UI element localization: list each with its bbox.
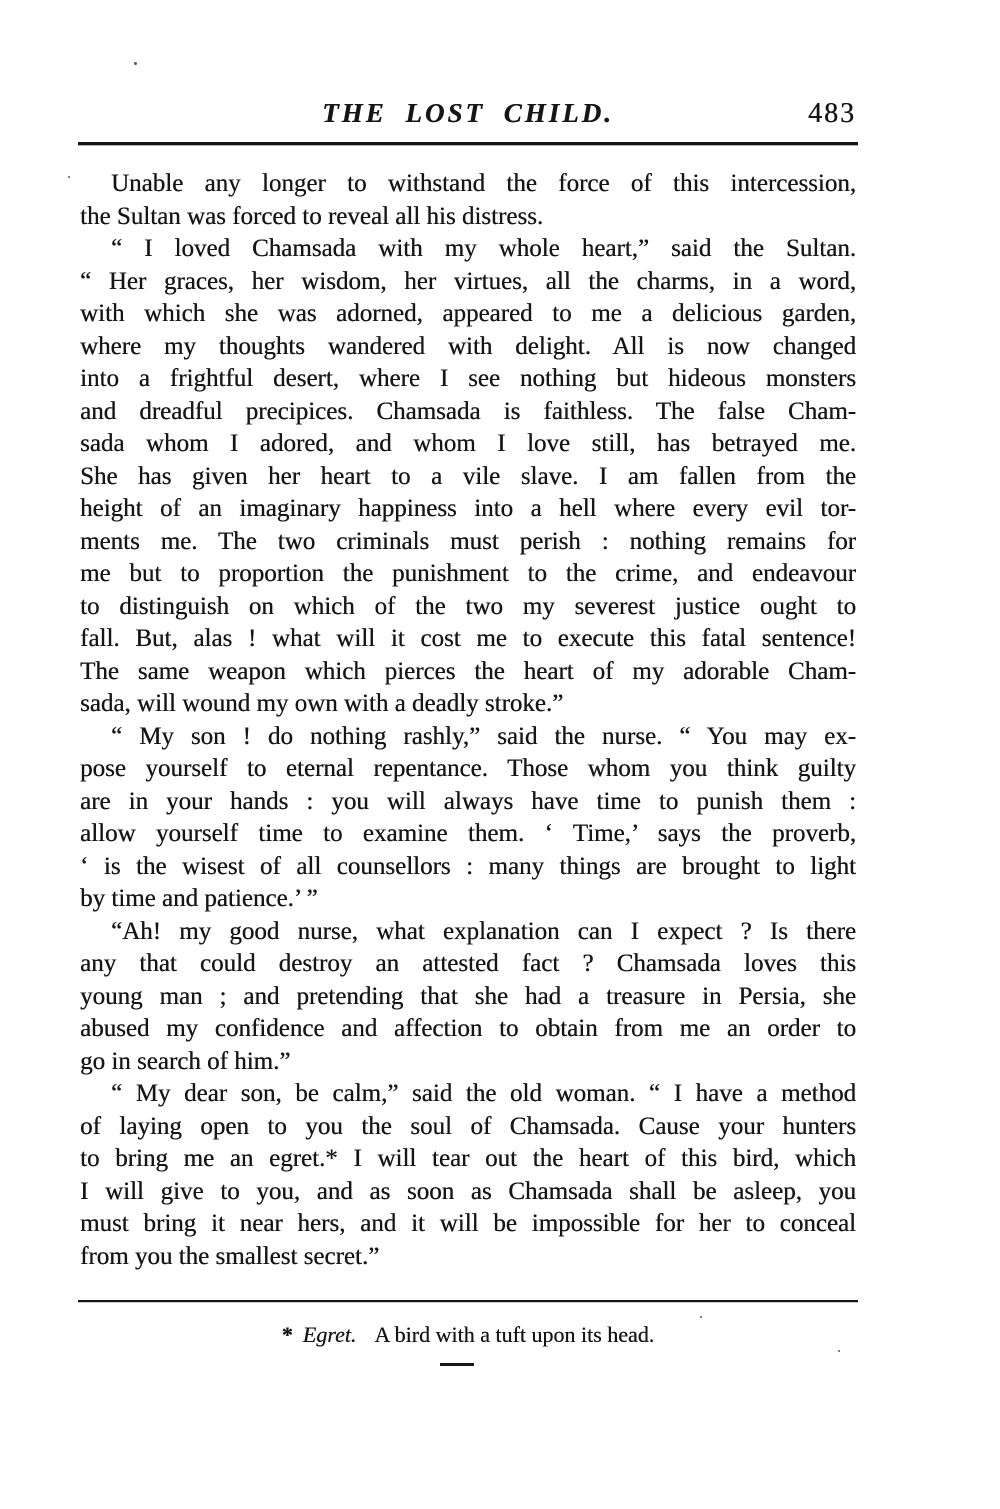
text-line: of laying open to you the soul of Chamsada. Cause your hunters: [80, 1112, 856, 1140]
text-line: “ I loved Chamsada with my whole heart,” said the Sultan.: [111, 235, 856, 262]
text-line: any that could destroy an attested fact ? Chamsada loves this: [80, 950, 856, 977]
page-title: THE LOST CHILD.: [322, 98, 614, 128]
text-line: I will give to you, and as soon as Chamsada shall be asleep, you: [80, 1177, 856, 1205]
text-line: to bring me an egret.* I will tear out the heart of this bird, which: [80, 1145, 856, 1172]
text-line: allow yourself time to examine them. ‘ Time,’ says the proverb,: [80, 820, 856, 847]
text-line: must bring it near hers, and it will be impossible for her to conceal: [80, 1210, 856, 1237]
text-line: “ Her graces, her wisdom, her virtues, all the charms, in a word,: [80, 267, 856, 295]
text-line: abused my confidence and affection to obtain from me an order to: [80, 1015, 856, 1042]
paragraph: [80, 1078, 856, 1273]
text-line: Unable any longer to withstand the force of this intercession,: [111, 170, 856, 197]
text-line: by time and patience.’ ”: [80, 885, 318, 912]
paragraph: [80, 721, 856, 916]
paragraph: [80, 233, 856, 721]
header-rule: [78, 142, 858, 145]
text-line: “Ah! my good nurse, what explanation can I expect ? Is there: [111, 917, 856, 945]
scan-speck: [838, 1350, 840, 1352]
text-line: sada, will wound my own with a deadly stroke.”: [80, 690, 564, 717]
scan-speck: [68, 176, 70, 178]
text-line: ments me. The two criminals must perish : nothing remains for: [80, 527, 856, 555]
footnote-marker: *: [281, 1322, 293, 1347]
page-number: 483: [808, 98, 856, 129]
text-line: the Sultan was forced to reveal all his distress.: [80, 202, 544, 230]
footnote: [80, 1320, 856, 1350]
text-line: with which she was adorned, appeared to me a delicious garden,: [80, 300, 856, 327]
text-line: me but to proportion the punishment to the crime, and endeavour: [80, 560, 856, 587]
text-line: where my thoughts wandered with delight. All is now changed: [80, 332, 856, 360]
text-line: to distinguish on which of the two my severest justice ought to: [80, 592, 856, 620]
text-line: The same weapon which pierces the heart of my adorable Cham-: [80, 657, 856, 685]
paragraph: [80, 916, 856, 1079]
text-line: into a frightful desert, where I see nothing but hideous monsters: [80, 365, 856, 392]
scan-speck: [134, 62, 137, 65]
paragraph: [80, 168, 856, 233]
text-line: “ My son ! do nothing rashly,” said the nurse. “ You may ex-: [111, 722, 856, 750]
footnote-term: Egret.: [302, 1322, 357, 1347]
text-line: fall. But, alas ! what will it cost me to execute this fatal sentence!: [80, 625, 856, 652]
text-line: “ My dear son, be calm,” said the old woman. “ I have a method: [111, 1080, 856, 1107]
end-dash: [440, 1363, 474, 1366]
footnote-rule: [78, 1300, 858, 1302]
text-line: She has given her heart to a vile slave. I am fallen from the: [80, 462, 856, 490]
text-line: ‘ is the wisest of all counsellors : many things are brought to light: [80, 852, 856, 880]
text-line: pose yourself to eternal repentance. Those whom you think guilty: [80, 755, 856, 782]
text-line: young man ; and pretending that she had a treasure in Persia, she: [80, 982, 856, 1010]
text-line: and dreadful precipices. Chamsada is faithless. The false Cham-: [80, 397, 856, 425]
text-line: sada whom I adored, and whom I love still, has betrayed me.: [80, 430, 856, 457]
text-line: are in your hands : you will always have time to punish them :: [80, 787, 856, 815]
running-head: [80, 96, 856, 136]
footnote-definition: A bird with a tuft upon its head.: [374, 1322, 655, 1347]
body-text: [80, 168, 856, 1273]
text-line: go in search of him.”: [80, 1047, 291, 1075]
text-line: height of an imaginary happiness into a hell where every evil tor-: [80, 495, 856, 522]
scan-speck: [700, 1316, 702, 1318]
text-line: from you the smallest secret.”: [80, 1242, 380, 1270]
